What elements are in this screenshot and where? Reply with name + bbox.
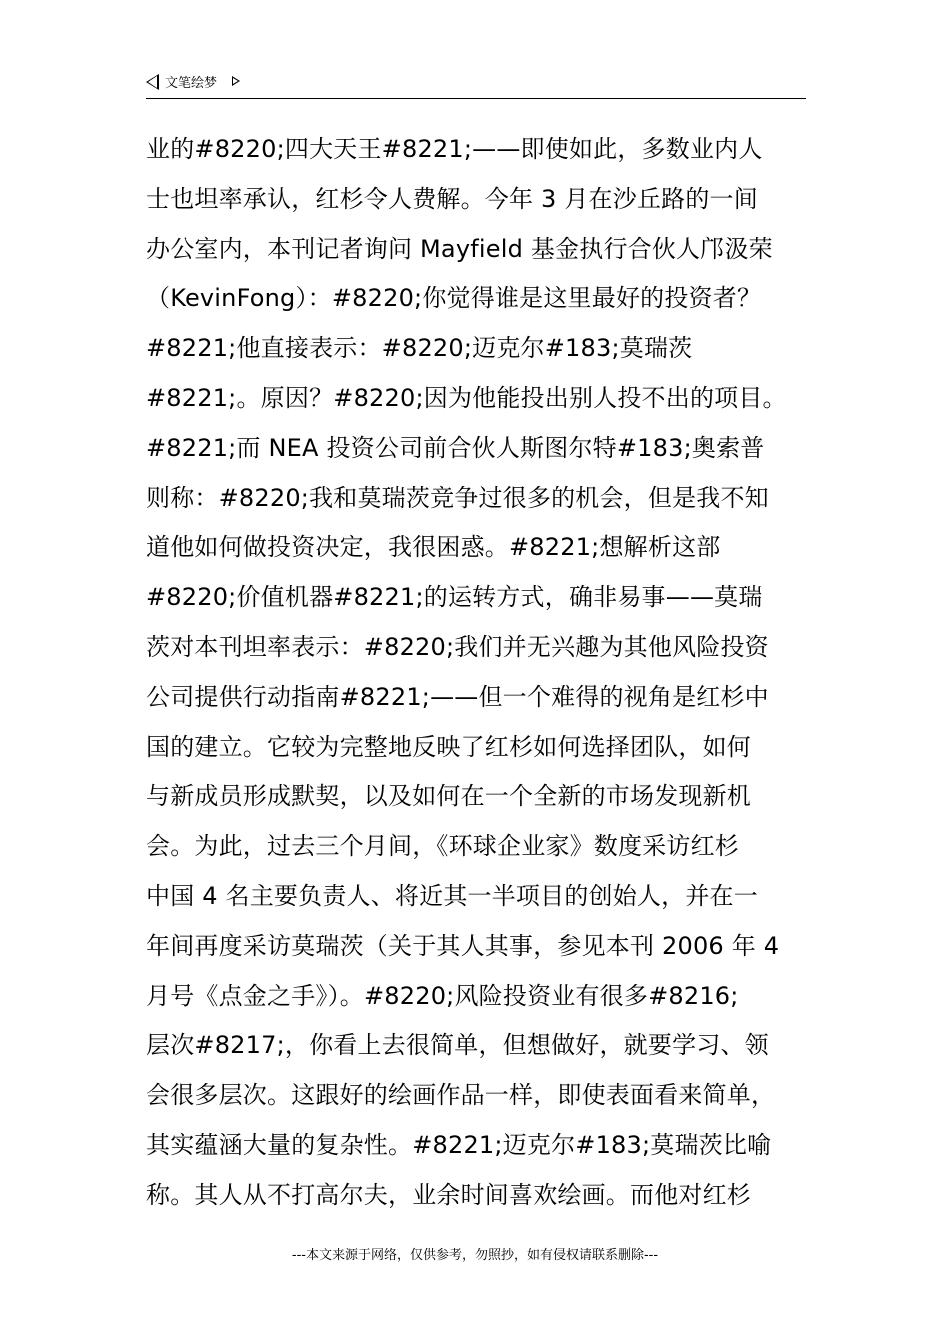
body-line: 道他如何做投资决定，我很困惑。#8221;想解析这部 <box>146 533 721 562</box>
body-line: 则称：#8220;我和莫瑞茨竞争过很多的机会，但是我不知 <box>146 483 769 512</box>
page-header <box>146 72 806 99</box>
body-line: 茨对本刊坦率表示：#8220;我们并无兴趣为其他风险投资 <box>146 632 769 661</box>
body-line: #8221;。原因？#8220;因为他能投出别人投不出的项目。 <box>146 383 787 412</box>
body-line: 会很多层次。这跟好的绘画作品一样，即使表面看来简单， <box>146 1081 776 1110</box>
body-line: 年间再度采访莫瑞茨（关于其人其事，参见本刊 2006 年 4 <box>146 931 780 960</box>
page-footer: ---本文来源于网络，仅供参考，勿照抄，如有侵权请联系删除--- <box>291 1248 659 1263</box>
body-line: 中国 4 名主要负责人、将近其一半项目的创始人，并在一 <box>146 881 758 910</box>
document-body <box>146 125 816 1221</box>
body-line: （KevinFong）：#8220;你觉得谁是这里最好的投资者？ <box>146 284 762 313</box>
body-line: #8221;他直接表示：#8220;迈克尔#183;莫瑞茨 <box>146 334 693 363</box>
body-line: 公司提供行动指南#8221;——但一个难得的视角是红杉中 <box>146 682 769 711</box>
body-line: 称。其人从不打高尔夫，业余时间喜欢绘画。而他对红杉 <box>146 1180 751 1209</box>
body-line: #8220;价值机器#8221;的运转方式，确非易事——莫瑞 <box>146 583 763 612</box>
header-title: 文笔绘梦 <box>165 76 218 91</box>
body-line: 会。为此，过去三个月间，《环球企业家》数度采访红杉 <box>146 832 739 861</box>
body-line: 其实蕴涵大量的复杂性。#8221;迈克尔#183;莫瑞茨比喻 <box>146 1130 772 1159</box>
body-line: 办公室内，本刊记者询问 Mayfield 基金执行合伙人邝汲荣 <box>146 234 773 263</box>
body-line: 业的#8220;四大天王#8221;——即使如此，多数业内人 <box>146 135 763 163</box>
body-line: 月号《点金之手》）。#8220;风险投资业有很多#8216; <box>146 981 739 1010</box>
body-line: #8221;而 NEA 投资公司前合伙人斯图尔特#183;奥索普 <box>146 433 765 462</box>
body-line: 士也坦率承认，红杉令人费解。今年 3 月在沙丘路的一间 <box>146 184 758 213</box>
body-line: 与新成员形成默契，以及如何在一个全新的市场发现新机 <box>146 782 751 811</box>
triangle-right-icon <box>232 76 240 86</box>
body-line: 国的建立。它较为完整地反映了红杉如何选择团队，如何 <box>146 732 751 761</box>
body-line: 层次#8217;，你看上去很简单，但想做好，就要学习、领 <box>146 1031 769 1060</box>
triangle-left-icon <box>146 74 159 90</box>
